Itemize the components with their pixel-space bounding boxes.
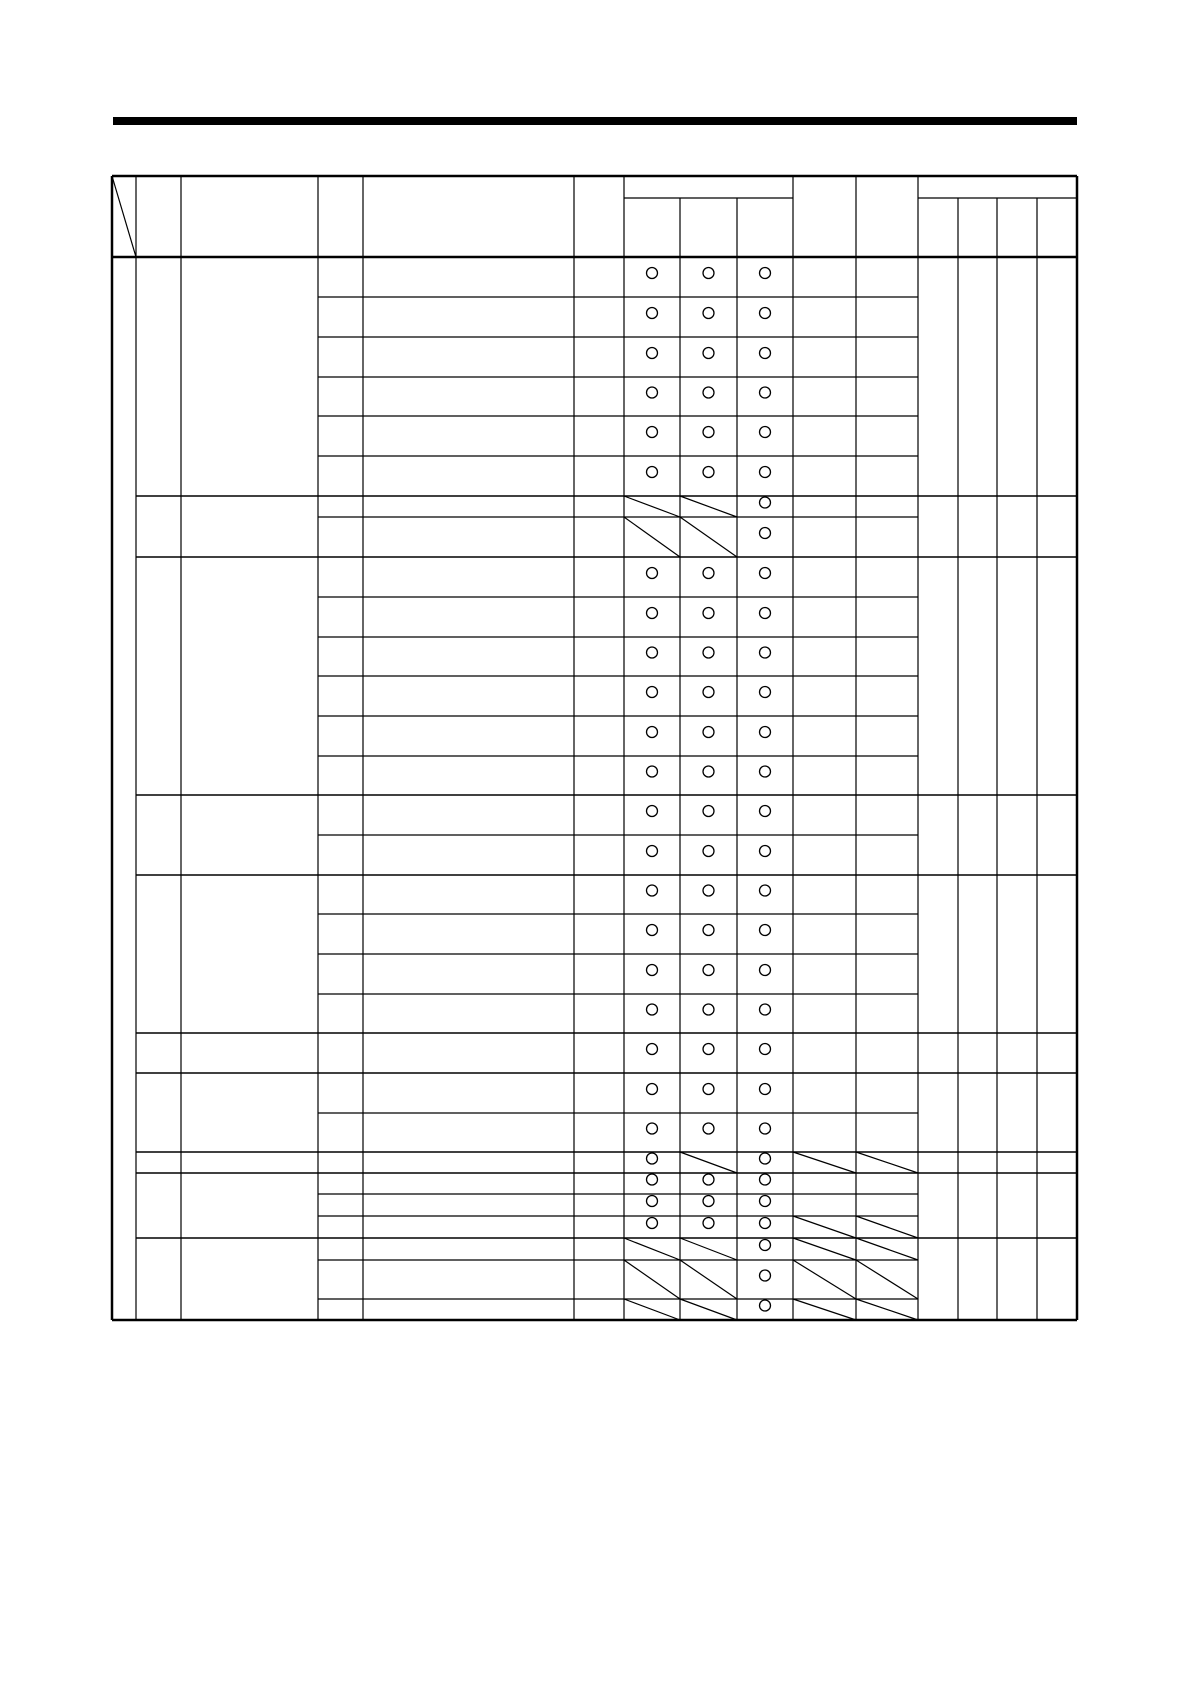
supported-circle-icon [703, 1218, 714, 1229]
supported-circle-icon [647, 1084, 658, 1095]
supported-circle-icon [760, 348, 771, 359]
supported-circle-icon [647, 568, 658, 579]
supported-circle-icon [703, 568, 714, 579]
not-applicable-slash [680, 1299, 737, 1320]
supported-circle-icon [760, 1218, 771, 1229]
supported-circle-icon [760, 528, 771, 539]
supported-circle-icon [703, 846, 714, 857]
not-applicable-slash [793, 1299, 856, 1320]
not-applicable-slash [793, 1260, 856, 1299]
not-applicable-slash [624, 496, 680, 517]
supported-circle-icon [703, 727, 714, 738]
supported-circle-icon [703, 308, 714, 319]
supported-circle-icon [647, 308, 658, 319]
supported-circle-icon [760, 308, 771, 319]
supported-circle-icon [760, 568, 771, 579]
not-applicable-slash [680, 1152, 737, 1173]
supported-circle-icon [760, 687, 771, 698]
supported-circle-icon [647, 647, 658, 658]
supported-circle-icon [647, 806, 658, 817]
supported-circle-icon [760, 727, 771, 738]
supported-circle-icon [647, 608, 658, 619]
not-applicable-slash [680, 496, 737, 517]
supported-circle-icon [647, 427, 658, 438]
supported-circle-icon [647, 965, 658, 976]
supported-circle-icon [760, 647, 771, 658]
supported-circle-icon [647, 1044, 658, 1055]
header-diagonal [112, 176, 136, 257]
supported-circle-icon [760, 268, 771, 279]
supported-circle-icon [703, 1123, 714, 1134]
not-applicable-slash [793, 1238, 856, 1260]
supported-circle-icon [703, 965, 714, 976]
not-applicable-slash [793, 1152, 856, 1173]
not-applicable-slash [624, 1238, 680, 1260]
supported-circle-icon [647, 387, 658, 398]
supported-circle-icon [703, 647, 714, 658]
table-marks [624, 268, 918, 1321]
supported-circle-icon [647, 1174, 658, 1185]
supported-circle-icon [647, 467, 658, 478]
supported-circle-icon [760, 1270, 771, 1281]
supported-circle-icon [703, 1174, 714, 1185]
supported-circle-icon [760, 1004, 771, 1015]
not-applicable-slash [624, 517, 680, 557]
supported-circle-icon [760, 467, 771, 478]
supported-circle-icon [647, 885, 658, 896]
supported-circle-icon [760, 1044, 771, 1055]
supported-circle-icon [703, 608, 714, 619]
not-applicable-slash [624, 1299, 680, 1320]
supported-circle-icon [760, 1084, 771, 1095]
supported-circle-icon [703, 268, 714, 279]
not-applicable-slash [793, 1216, 856, 1238]
supported-circle-icon [647, 1218, 658, 1229]
supported-circle-icon [760, 608, 771, 619]
supported-circle-icon [647, 727, 658, 738]
supported-circle-icon [703, 806, 714, 817]
supported-circle-icon [703, 1196, 714, 1207]
not-applicable-slash [856, 1260, 918, 1299]
not-applicable-slash [856, 1152, 918, 1173]
not-applicable-slash [856, 1216, 918, 1238]
supported-circle-icon [647, 1196, 658, 1207]
supported-circle-icon [703, 1004, 714, 1015]
supported-circle-icon [703, 766, 714, 777]
supported-circle-icon [760, 925, 771, 936]
supported-circle-icon [647, 925, 658, 936]
supported-circle-icon [760, 766, 771, 777]
supported-circle-icon [760, 1300, 771, 1311]
table-grid-lines [112, 176, 1077, 1320]
supported-circle-icon [647, 846, 658, 857]
supported-circle-icon [760, 965, 771, 976]
supported-circle-icon [760, 1240, 771, 1251]
supported-circle-icon [647, 766, 658, 777]
supported-circle-icon [703, 885, 714, 896]
supported-circle-icon [760, 1123, 771, 1134]
supported-circle-icon [760, 885, 771, 896]
supported-circle-icon [703, 348, 714, 359]
not-applicable-slash [856, 1299, 918, 1320]
supported-circle-icon [703, 467, 714, 478]
supported-circle-icon [760, 427, 771, 438]
supported-circle-icon [703, 1084, 714, 1095]
supported-circle-icon [760, 497, 771, 508]
supported-circle-icon [647, 1004, 658, 1015]
supported-circle-icon [703, 427, 714, 438]
supported-circle-icon [760, 387, 771, 398]
supported-circle-icon [760, 1196, 771, 1207]
supported-circle-icon [647, 268, 658, 279]
not-applicable-slash [680, 517, 737, 557]
not-applicable-slash [680, 1260, 737, 1299]
supported-circle-icon [703, 925, 714, 936]
supported-circle-icon [647, 687, 658, 698]
supported-circle-icon [760, 1174, 771, 1185]
not-applicable-slash [680, 1238, 737, 1260]
supported-circle-icon [760, 806, 771, 817]
supported-circle-icon [703, 1044, 714, 1055]
supported-circle-icon [760, 846, 771, 857]
supported-circle-icon [647, 348, 658, 359]
supported-circle-icon [703, 687, 714, 698]
not-applicable-slash [624, 1260, 680, 1299]
supported-circle-icon [647, 1123, 658, 1134]
supported-circle-icon [760, 1153, 771, 1164]
supported-circle-icon [703, 387, 714, 398]
supported-circle-icon [647, 1153, 658, 1164]
not-applicable-slash [856, 1238, 918, 1260]
